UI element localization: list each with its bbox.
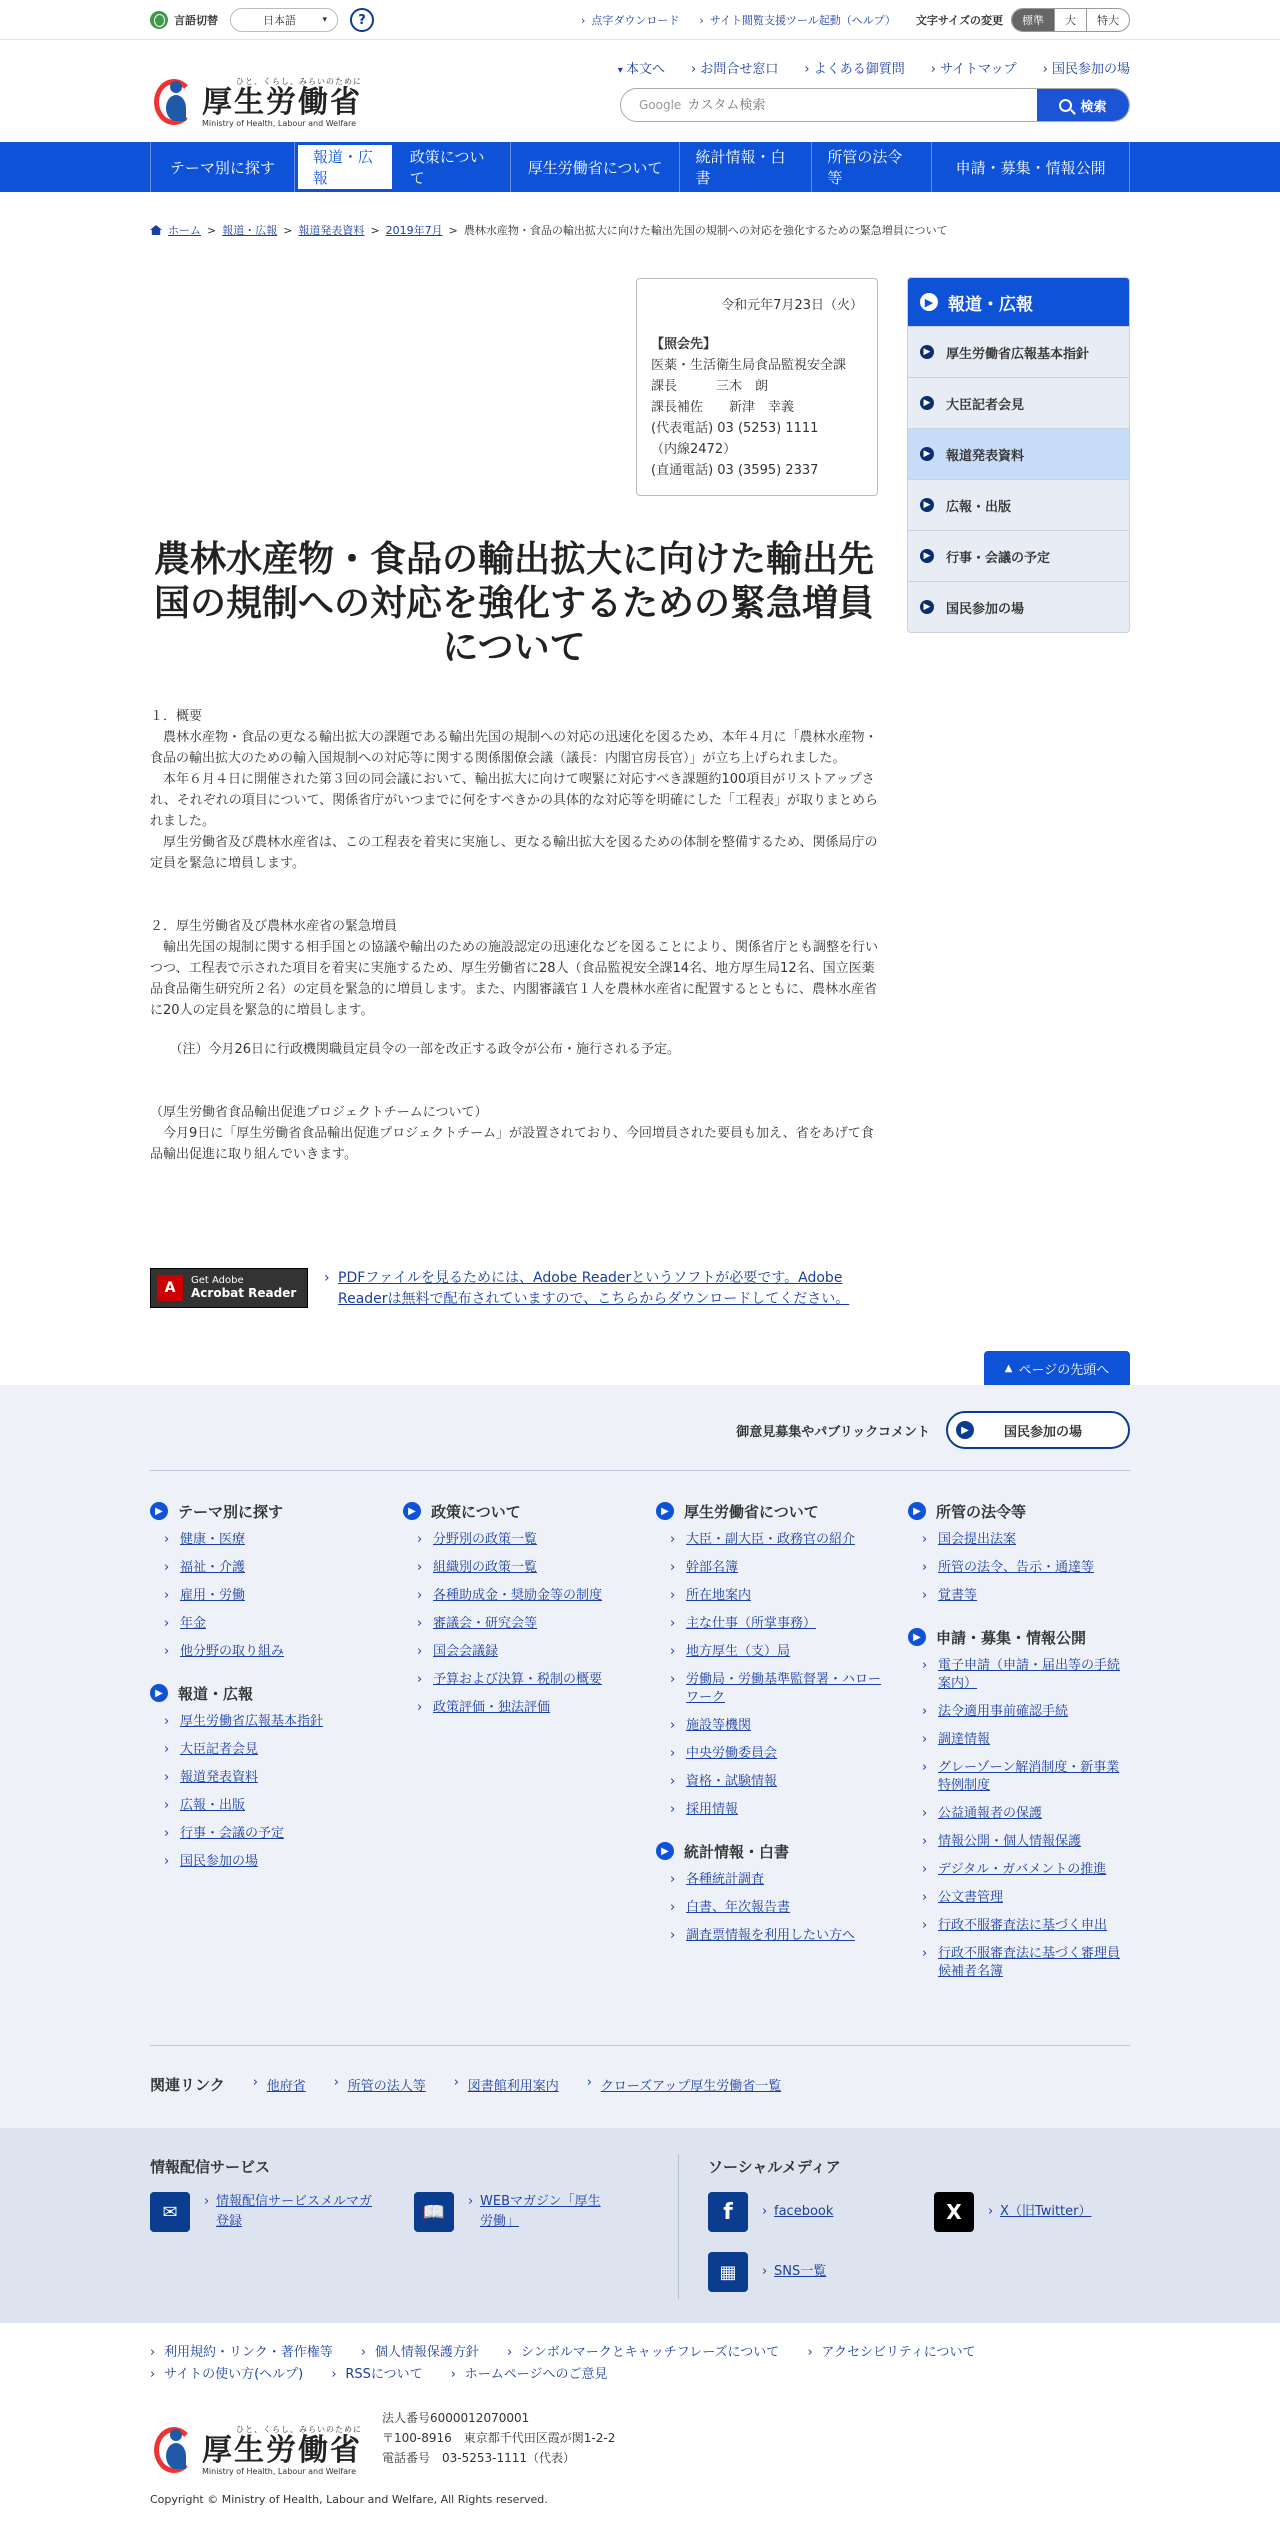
footer-link[interactable]: › 中央労働委員会 [656, 1745, 896, 1763]
chevron-right-icon: ▶ [920, 293, 938, 311]
acrobat-icon: A [157, 1275, 183, 1301]
adobe-download-link[interactable]: › PDFファイルを見るためには、Adobe Readerというソフトが必要です。Adobe Readerは無料で配布されていますので、こちらからダウンロードしてください。 [338, 1268, 868, 1310]
related-link[interactable]: › 所管の法人等 [334, 2075, 426, 2094]
section-overview: １．概要 農林水産物・食品の更なる輸出拡大の課題である輸出先国の規制への対応の迅速化を図るため、本年４月に「農林水産物・食品の輸出拡大のための輸入国規制への対応等に関する関係閣僚会議（議長：内閣官房長官）」が立ち上げられました。 本年６月４日に開催された第３回の同会議において、輸出拡大に向けて喫緊に対応すべき課題約100項目がリストアップされ、それぞれの項目について、関係省庁がいつまでに何をすべきかの具体的な対応等を明確にした「工程表」が取りまとめられました。 厚生労働省及び農林水産省は、この工程表を着実に実施し、更なる輸出拡大を図るための体制を整備するため、関係局庁の定員を緊急に増員します。 [150, 709, 879, 871]
footer-link[interactable]: › 幹部名簿 [656, 1559, 896, 1577]
footer-link[interactable]: › 大臣・副大臣・政務官の紹介 [656, 1531, 896, 1549]
footer-link[interactable]: › グレーゾーン解消制度・新事業特例制度 [908, 1759, 1130, 1795]
section-project-team: （厚生労働省食品輸出促進プロジェクトチームについて） 今月9日に「厚生労働省食品輸出促進プロジェクトチーム」が設置されており、今回増員された要員も加え、省をあげて食品輸出促進に取り組んでいきます。 [150, 1105, 874, 1162]
bottom-link[interactable]: › RSSについて [331, 2364, 422, 2386]
footer-link[interactable]: › 年金 [150, 1615, 390, 1633]
mail-magazine-link[interactable]: ✉ › 情報配信サービスメルマガ登録 [150, 2192, 390, 2232]
bottom-link[interactable]: › シンボルマークとキャッチフレーズについて [507, 2342, 779, 2364]
info-services-band [0, 2128, 1280, 2323]
footer-link[interactable]: › 調達情報 [908, 1731, 1130, 1749]
gnav-press[interactable]: 報道・広報 [295, 142, 395, 192]
footer-link[interactable]: › 各種統計調査 [656, 1871, 896, 1889]
footer-link[interactable]: › 主な仕事（所掌事務） [656, 1615, 896, 1633]
footer-col-policy: ▶ 政策について › 分野別の政策一覧 › 組織別の政策一覧 › 各種助成金・奨励金等の制度 › 審議会・研究会等 › 国会会議録 › 予算および決算・税制の概要 › 政策評価・独法評価 [403, 1497, 643, 1727]
braille-download-link[interactable]: › 点字ダウンロード [581, 12, 679, 28]
search-input[interactable] [687, 98, 1037, 113]
bottom-link[interactable]: › 個人情報保護方針 [361, 2342, 479, 2364]
footer-link[interactable]: › 他分野の取り組み [150, 1643, 390, 1661]
copyright: Copyright © Ministry of Health, Labour and Welfare, All Rights reserved. [150, 2493, 548, 2506]
footer-link[interactable]: › 各種助成金・奨励金等の制度 [403, 1587, 643, 1605]
public-comment-row: 御意見募集やパブリックコメント ▶ 国民参加の場 [150, 1411, 1130, 1471]
side-item-participation[interactable]: ▶ 国民参加の場 [908, 581, 1129, 632]
utility-bar [0, 0, 1280, 40]
footer-link[interactable]: › 公文書管理 [908, 1889, 1130, 1907]
related-link[interactable]: › クローズアップ厚生労働省一覧 [587, 2075, 781, 2094]
breadcrumb-press[interactable]: 報道・広報 [222, 224, 278, 237]
section-staffing: ２．厚生労働省及び農林水産省の緊急増員 輸出先国の規制に関する相手国との協議や輸出のための施設認定の迅速化などを図ることにより、関係省庁とも調整を行いつつ、工程表で示された項目を着実に実施するため、厚生労働省に28人（食品監視安全課14名、地方厚生局12名、国立医薬品食品衛生研究所２名）の定員を緊急的に増員します。また、内閣審議官１人を農林水産省に配置するとともに、農林水産省に20人の定員を緊急的に増員します。 [150, 919, 879, 1018]
footer-link[interactable]: › 健康・医療 [150, 1531, 390, 1549]
language-label: 言語切替 [174, 14, 218, 27]
chevron-right-icon: ▶ [920, 396, 934, 410]
article-body [150, 706, 878, 1165]
font-size-large[interactable]: 大 [1054, 9, 1086, 31]
gnav-about[interactable]: 厚生労働省について [511, 142, 681, 192]
chevron-down-icon: ▾ [322, 15, 327, 25]
facebook-icon: f [708, 2192, 748, 2232]
side-nav-title[interactable]: ▶ 報道・広報 [908, 278, 1129, 326]
adobe-reader-badge[interactable]: A Get Adobe Acrobat Reader [150, 1268, 308, 1308]
breadcrumb-home[interactable]: ホーム [168, 224, 201, 237]
footer-link[interactable]: › 厚生労働省広報基本指針 [150, 1713, 390, 1731]
search-box: Google カスタム検索 検索 [620, 88, 1130, 122]
footer-link[interactable]: › 労働局・労働基準監督署・ハローワーク [656, 1671, 896, 1707]
header-links [618, 58, 1130, 77]
footer-link[interactable]: › 雇用・労働 [150, 1587, 390, 1605]
footer-link[interactable]: › 行政不服審査法に基づく申出 [908, 1917, 1130, 1935]
chevron-right-icon: ▶ [908, 1502, 926, 1520]
mhlw-logo-icon [150, 2425, 198, 2475]
chevron-right-icon: ▶ [150, 1502, 168, 1520]
x-twitter-link[interactable]: X › X（旧Twitter） [934, 2192, 1174, 2232]
chevron-right-icon: ▶ [920, 498, 934, 512]
breadcrumb-current: 農林水産物・食品の輸出拡大に向けた輸出先国の規制への対応を強化するための緊急増員について [463, 224, 948, 237]
breadcrumb-month[interactable]: 2019年7月 [385, 224, 443, 237]
footer-link[interactable]: › 政策評価・独法評価 [403, 1699, 643, 1717]
page-top-button[interactable]: ▲ ページの先頭へ [984, 1351, 1130, 1385]
chevron-right-icon: ▶ [656, 1502, 674, 1520]
footer-address: 法人番号6000012070001 〒100-8916 東京都千代田区霞が関1-2-2 電話番号 03-5253-1111（代表） [382, 2411, 616, 2465]
footer-link[interactable]: › 行事・会議の予定 [150, 1825, 390, 1843]
footer-link[interactable]: › 審議会・研究会等 [403, 1615, 643, 1633]
skip-to-content-link[interactable]: ▾ 本文へ [618, 58, 665, 77]
footer-link[interactable]: › 所管の法令、告示・通達等 [908, 1559, 1130, 1577]
faq-link[interactable]: › よくある御質問 [804, 58, 904, 77]
footer-link[interactable]: › 施設等機関 [656, 1717, 896, 1735]
gnav-theme[interactable]: テーマ別に探す [151, 142, 295, 192]
web-magazine-link[interactable]: 📖 › WEBマガジン「厚生労働」 [414, 2192, 654, 2232]
footer-link[interactable]: › 福祉・介護 [150, 1559, 390, 1577]
bottom-link[interactable]: › 利用規約・リンク・著作権等 [150, 2342, 333, 2364]
x-icon: X [934, 2192, 974, 2232]
chevron-right-icon: ▶ [656, 1842, 674, 1860]
chevron-right-icon: ▶ [956, 1421, 974, 1439]
search-button[interactable]: 検索 [1037, 88, 1129, 122]
gnav-policy[interactable]: 政策について [395, 142, 511, 192]
footer-col-about: ▶ 厚生労働省について › 大臣・副大臣・政務官の紹介 › 幹部名簿 › 所在地案内 › 主な仕事（所掌事務） › 地方厚生（支）局 › 労働局・労働基準監督署・ハローワーク › 施設等機関 › 中央労働委員会 › 資格・試験情報 › 採用情報 ▶ 統計情報・白書 › 各種統計調査 › 白書、年次報告書 › 調査票情報を利用したい方へ [656, 1497, 896, 1955]
search-icon [1059, 99, 1072, 112]
footer-col-laws: ▶ 所管の法令等 › 国会提出法案 › 所管の法令、告示・通達等 › 覚書等 ▶ 申請・募集・情報公開 › 電子申請（申請・届出等の手続案内） › 法令適用事前確認手続 › 調達情報 › グレーゾーン解消制度・新事業特例制度 › 公益通報者の保護 › 情報公開・個人情報保護 › デジタル・ガバメントの推進 › 公文書管理 › 行政不服審査法に基づく申出 › 行政不服審査法に基づく審理員候補者名簿 [908, 1497, 1130, 1991]
bottom-link[interactable]: › ホームページへのご意見 [451, 2364, 608, 2386]
bottom-links [150, 2342, 1130, 2386]
public-participation-link[interactable]: › 国民参加の場 [1043, 58, 1130, 77]
chevron-right-icon: ▶ [150, 1684, 168, 1702]
related-link[interactable]: › 図書館利用案内 [454, 2075, 559, 2094]
release-date: 令和元年7月23日（火） [721, 298, 863, 313]
chevron-right-icon: ▶ [920, 345, 934, 359]
footer-link[interactable]: › 国会提出法案 [908, 1531, 1130, 1549]
chevron-right-icon: ▶ [920, 447, 934, 461]
language-select[interactable]: 日本語 ▾ [230, 8, 338, 32]
gnav-statistics[interactable]: 統計情報・白書 [680, 142, 812, 192]
sns-list-link[interactable]: ▦ › SNS一覧 [708, 2252, 948, 2292]
footer-link[interactable]: › 予算および決算・税制の概要 [403, 1671, 643, 1689]
divider [678, 2154, 679, 2299]
chevron-right-icon: ▶ [908, 1628, 926, 1646]
footer-link[interactable]: › 広報・出版 [150, 1797, 390, 1815]
breadcrumb-press-releases[interactable]: 報道発表資料 [298, 224, 365, 237]
globe-icon [150, 11, 168, 29]
breadcrumb: ホーム > 報道・広報 > 報道発表資料 > 2019年7月 > 農林水産物・食品の輸出拡大に向けた輸出先国の規制への対応を強化するための緊急増員について [150, 192, 1130, 242]
gnav-laws[interactable]: 所管の法令等 [812, 142, 932, 192]
public-participation-button[interactable]: ▶ 国民参加の場 [946, 1411, 1130, 1449]
side-item-press-releases[interactable]: ▶ 報道発表資料 [908, 428, 1129, 479]
font-size-standard[interactable]: 標準 [1012, 9, 1054, 31]
footer-link[interactable]: › 採用情報 [656, 1801, 896, 1819]
font-size-switcher: 文字サイズの変更 標準 大 特大 [916, 8, 1130, 32]
help-icon[interactable]: ? [350, 8, 374, 32]
related-link[interactable]: › 他府省 [253, 2075, 306, 2094]
contact-link[interactable]: › お問合せ窓口 [691, 58, 778, 77]
sitemap-link[interactable]: › サイトマップ [931, 58, 1017, 77]
footer-link[interactable]: › 報道発表資料 [150, 1769, 390, 1787]
footer-link[interactable]: › 大臣記者会見 [150, 1741, 390, 1759]
chevron-right-icon: ▶ [920, 600, 934, 614]
footer-link[interactable]: › 法令適用事前確認手続 [908, 1703, 1130, 1721]
bottom-link[interactable]: › サイトの使い方(ヘルプ) [150, 2364, 303, 2386]
footer-link[interactable]: › 調査票情報を利用したい方へ [656, 1927, 896, 1945]
film-icon: ▦ [708, 2252, 748, 2292]
global-nav [0, 142, 1280, 192]
side-item-pr-guideline[interactable]: ▶ 厚生労働省広報基本指針 [908, 326, 1129, 377]
social-media-title: ソーシャルメディア [708, 2158, 841, 2176]
page-title: 農林水産物・食品の輸出拡大に向けた輸出先国の規制への対応を強化するための緊急増員について [153, 539, 874, 668]
accessibility-tool-link[interactable]: › サイト閲覧支援ツール起動（ヘルプ） [699, 12, 896, 28]
footer-link[interactable]: › 公益通報者の保護 [908, 1805, 1130, 1823]
footer-link[interactable]: › 白書、年次報告書 [656, 1899, 896, 1917]
footer-link[interactable]: › 組織別の政策一覧 [403, 1559, 643, 1577]
footer-logo: ひと、くらし、みらいのために 厚生労働省 Ministry of Health, Labour and Welfare [150, 2424, 362, 2476]
gnav-applications[interactable]: 申請・募集・情報公開 [932, 142, 1130, 192]
footer-link[interactable]: › 覚書等 [908, 1587, 1130, 1605]
footer-link[interactable]: › 資格・試験情報 [656, 1773, 896, 1791]
book-icon: 📖 [414, 2192, 454, 2232]
footer-link[interactable]: › デジタル・ガバメントの推進 [908, 1861, 1130, 1879]
footer-link[interactable]: › 国民参加の場 [150, 1853, 390, 1871]
font-size-xlarge[interactable]: 特大 [1086, 9, 1129, 31]
footer-link[interactable]: › 行政不服審査法に基づく審理員候補者名簿 [908, 1945, 1130, 1981]
footer-link[interactable]: › 電子申請（申請・届出等の手続案内） [908, 1657, 1130, 1693]
footer-link[interactable]: › 所在地案内 [656, 1587, 896, 1605]
side-item-publications[interactable]: ▶ 広報・出版 [908, 479, 1129, 530]
bottom-link[interactable]: › アクセシビリティについて [807, 2342, 975, 2364]
site-header [0, 40, 1280, 142]
mhlw-logo-icon [150, 77, 198, 127]
site-logo[interactable]: ひと、くらし、みらいのために 厚生労働省 Ministry of Health, Labour and Welfare [150, 76, 362, 128]
footer-link[interactable]: › 情報公開・個人情報保護 [908, 1833, 1130, 1851]
note: （注）今月26日に行政機関職員定員令の一部を改正する政令が公布・施行される予定。 [150, 1042, 681, 1057]
arrow-up-icon: ▲ [1004, 1362, 1013, 1374]
home-icon [150, 225, 162, 235]
footer-link[interactable]: › 地方厚生（支）局 [656, 1643, 896, 1661]
side-item-events[interactable]: ▶ 行事・会議の予定 [908, 530, 1129, 581]
mail-icon: ✉ [150, 2192, 190, 2232]
footer-link[interactable]: › 国会会議録 [403, 1643, 643, 1661]
related-links: 関連リンク › 他府省 › 所管の法人等 › 図書館利用案内 › クローズアップ厚生労働省一覧 [150, 2045, 1130, 2095]
info-services-title: 情報配信サービス [150, 2158, 271, 2176]
side-item-press-conference[interactable]: ▶ 大臣記者会見 [908, 377, 1129, 428]
adobe-reader-notice [150, 1268, 868, 1310]
contact-box: 令和元年7月23日（火） 【照会先】 医薬・生活衛生局食品監視安全課 課長 三木 朗 課長補佐 新津 幸義 (代表電話) 03 (5253) 1111 （内線2472） (直通電話) 03 (3595) 2337 [636, 278, 878, 496]
side-nav [907, 277, 1130, 633]
footer [0, 1385, 1280, 2128]
chevron-right-icon: ▶ [920, 549, 934, 563]
footer-col-theme: ▶ テーマ別に探す › 健康・医療 › 福祉・介護 › 雇用・労働 › 年金 › 他分野の取り組み ▶ 報道・広報 › 厚生労働省広報基本指針 › 大臣記者会見 › 報道発表資料 › 広報・出版 › 行事・会議の予定 › 国民参加の場 [150, 1497, 390, 1881]
footer-link[interactable]: › 分野別の政策一覧 [403, 1531, 643, 1549]
facebook-link[interactable]: f › facebook [708, 2192, 948, 2232]
chevron-right-icon: ▶ [403, 1502, 421, 1520]
